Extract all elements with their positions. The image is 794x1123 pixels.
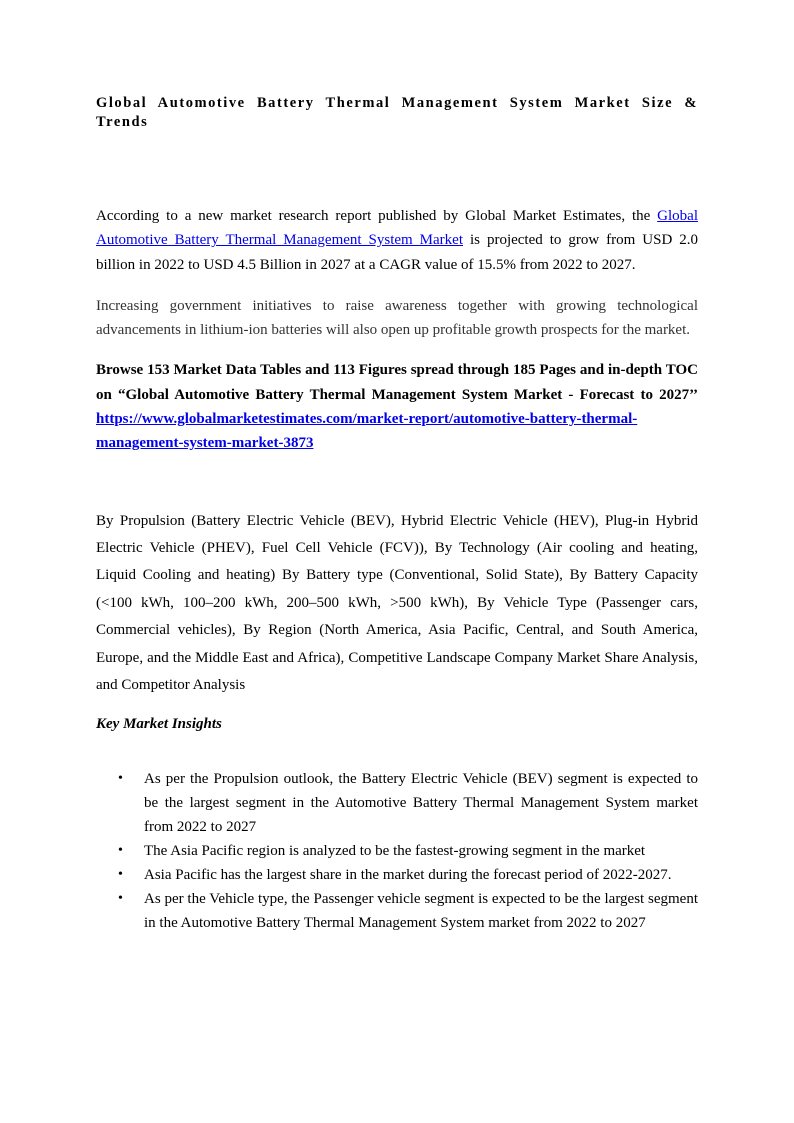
bullet-icon: • [118, 842, 123, 858]
bullet-icon: • [118, 770, 123, 786]
page-title: Global Automotive Battery Thermal Management System Market Size & Trends [96, 95, 698, 130]
browse-text: Browse 153 Market Data Tables and 113 Figures spread through 185 Pages and in-depth TOC on “Global Automotive Battery Thermal Management System Market - Forecast to 2027’’ [96, 362, 698, 403]
bullet-icon: • [118, 890, 123, 906]
growth-paragraph: Increasing government initiatives to raise awareness together with growing technological advancements in lithium-ion batteries will also open up profitable growth prospects for the market. [96, 297, 698, 339]
list-item [96, 863, 698, 887]
intro-paragraph [96, 204, 698, 277]
list-item [96, 839, 698, 863]
intro-prefix: According to a new market research report published by Global Market Estimates, the [96, 208, 658, 224]
list-item-text: The Asia Pacific region is analyzed to be the fastest-growing segment in the market [144, 842, 646, 859]
list-item-text: As per the Propulsion outlook, the Battery Electric Vehicle (BEV) segment is expected to be the largest segment in the Automotive Battery Thermal Management System market from 2022 to 2027 [144, 770, 698, 835]
segmentation-paragraph: By Propulsion (Battery Electric Vehicle (BEV), Hybrid Electric Vehicle (HEV), Plug-in Hybrid Electric Vehicle (PHEV), Fuel Cell Vehicle (FCV)), By Technology (Air cooling and heating, Liquid Cooling and heating) By Battery type (Conventional, Solid State), By Battery Capacity (<100 kWh, 100–200 kWh, 200–500 kWh, >500 kWh), By Vehicle Type (Passenger cars, Commercial vehicles), By Region (North America, Asia Pacific, Central, and South America, Europe, and the Middle East and Africa), Competitive Landscape Company Market Share Analysis, and Competitor Analysis [96, 512, 698, 694]
document-page [96, 94, 698, 935]
list-item-text: As per the Vehicle type, the Passenger vehicle segment is expected to be the largest segment in the Automotive Battery Thermal Management System market from 2022 to 2027 [144, 890, 698, 931]
bullet-icon: • [118, 866, 123, 882]
key-insights-heading: Key Market Insights [96, 715, 222, 732]
list-item [96, 887, 698, 935]
intro-suffix: is projected to grow from USD 2.0 billion in 2022 to USD 4.5 Billion in 2027 at a CAGR value of 15.5% from 2022 to 2027. [96, 232, 699, 273]
list-item [96, 767, 698, 839]
market-report-link[interactable]: Global Automotive Battery Thermal Management System Market [96, 208, 698, 249]
report-url-link[interactable]: https://www.globalmarketestimates.com/market-report/automotive-battery-thermal-management-system-market-3873 [96, 411, 638, 452]
browse-paragraph [96, 358, 698, 455]
list-item-text: Asia Pacific has the largest share in the market during the forecast period of 2022-2027. [144, 866, 672, 883]
insights-list [96, 767, 698, 935]
